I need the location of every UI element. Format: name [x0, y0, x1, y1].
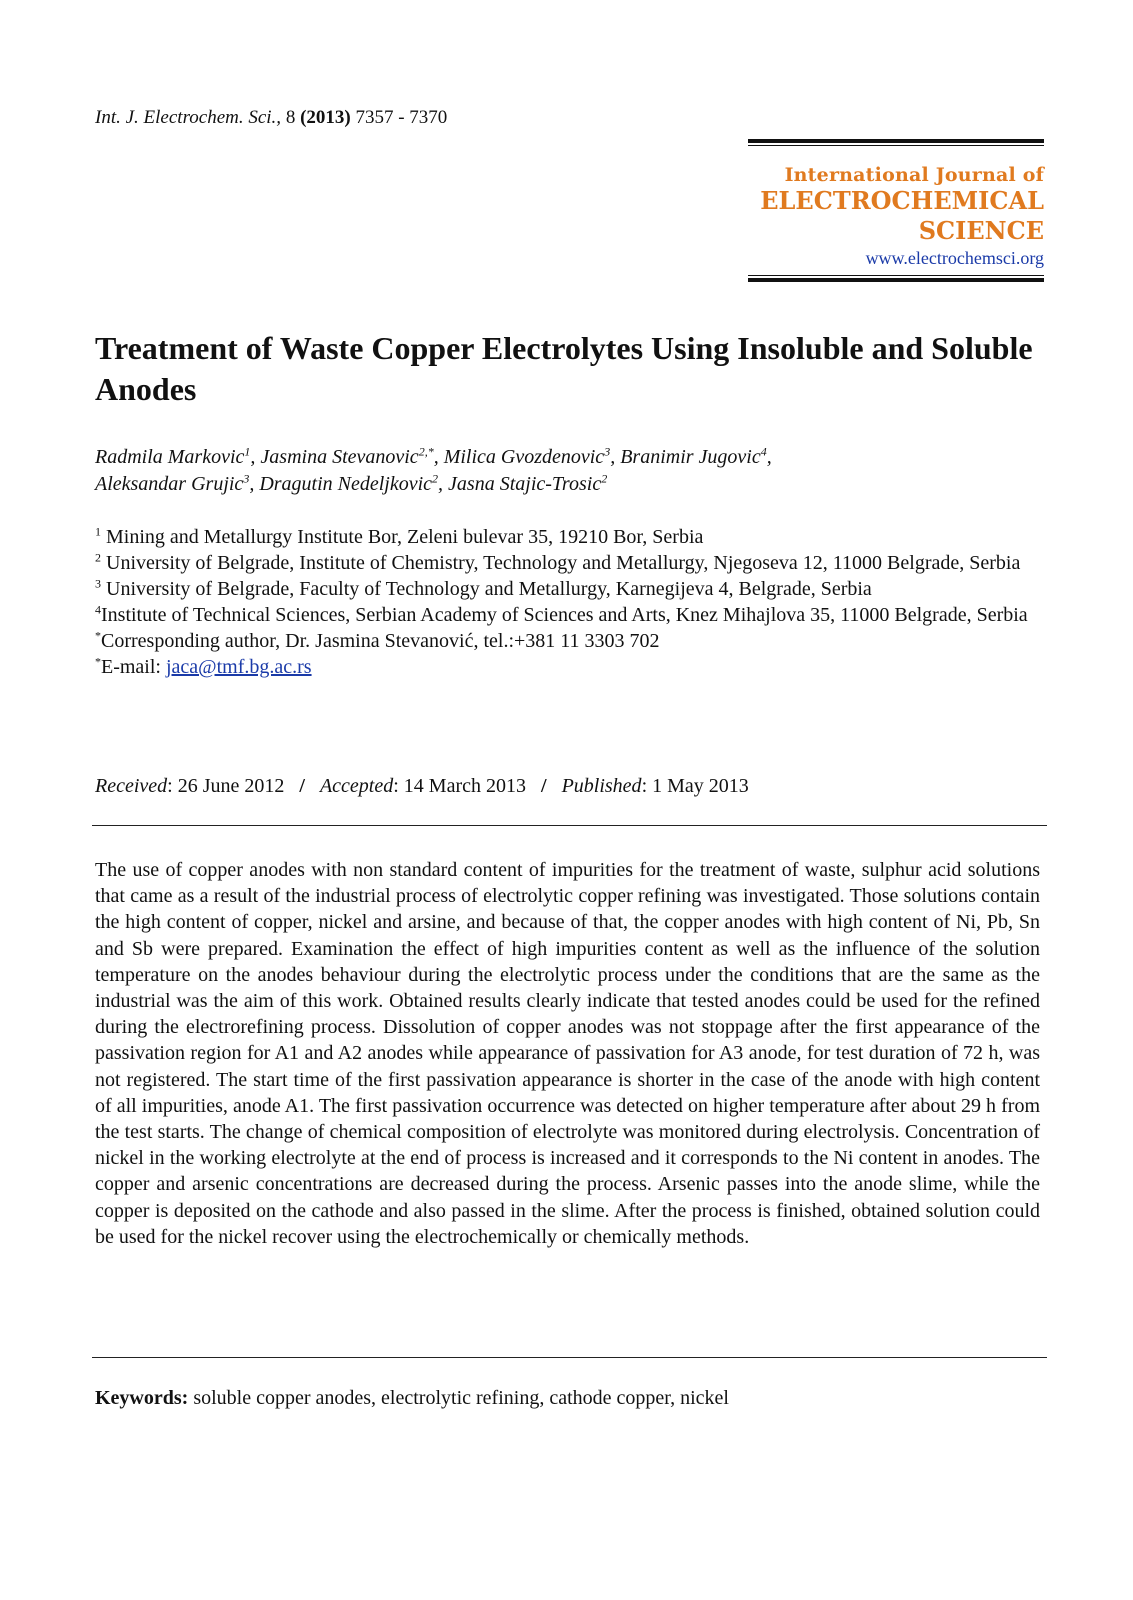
accepted-label: Accepted: [319, 775, 394, 797]
received-label: Received: [95, 775, 168, 797]
published-label: Published: [561, 775, 642, 797]
divider-top: [92, 825, 1047, 826]
date-separator: /: [299, 775, 305, 797]
volume: 8: [285, 107, 296, 128]
email-line: *E-mail: jaca@tmf.bg.ac.rs: [95, 654, 312, 678]
publication-dates: [95, 775, 749, 798]
affiliations: [95, 524, 1040, 680]
affiliation: $^2$ University of Belgrade, Institute of Chemistry, Technology and Metallurgy, Njegoseva 12, 11000 Belgrade, Serbia: [95, 550, 1021, 574]
logo-rule-top: [748, 139, 1044, 146]
affiliation: $^1$ Mining and Metallurgy Institute Bor, Zeleni bulevar 35, 19210 Bor, Serbia: [95, 524, 704, 548]
corresponding-author: *Corresponding author, Dr. Jasmina Stevanović, tel.:+381 11 3303 702: [95, 628, 660, 652]
paper-title: Treatment of Waste Copper Electrolytes Using Insoluble and Soluble Anodes: [95, 330, 1033, 407]
journal-url[interactable]: www.electrochemsci.org: [865, 248, 1044, 268]
journal-abbrev: Int. J. Electrochem. Sci.,: [95, 107, 282, 128]
year: (2013): [300, 107, 351, 128]
page-range: 7357 - 7370: [355, 107, 448, 128]
affiliation: $^3$ University of Belgrade, Faculty of Technology and Metallurgy, Karnegijeva 4, Belgrade, Serbia: [95, 576, 872, 600]
published-date: : 1 May 2013: [641, 775, 749, 797]
author: Jasna Stajic-Trosic$^2$: [448, 471, 608, 495]
keywords-text: soluble copper anodes, electrolytic refining, cathode copper, nickel: [188, 1387, 729, 1409]
email-link[interactable]: jaca@tmf.bg.ac.rs: [165, 656, 312, 678]
keywords-label: Keywords:: [95, 1387, 189, 1409]
author-list: [95, 444, 1055, 498]
journal-name-line2: ELECTROCHEMICAL: [760, 186, 1044, 215]
affiliation: $^4$Institute of Technical Sciences, Serbian Academy of Sciences and Arts, Knez Mihajlova 35, 11000 Belgrade, Serbia: [95, 602, 1028, 626]
keywords: [95, 1387, 729, 1410]
author: Milica Gvozdenovic$^3$,: [443, 444, 621, 468]
abstract: The use of copper anodes with non standard content of impurities for the treatment of waste, sulphur acid solutions that came as a result of the industrial process of electrolytic copper refining was investigated. Those solutions contain the high content of copper, nickel and arsine, and because of that, the copper anodes with high content of Ni, Pb, Sn and Sb were prepared. Examination the effect of high impurities content as well as the influence of the solution temperature on the anodes behaviour during the electrolytic process under the conditions that are the same as the industrial was the aim of this work. Obtained results clearly indicate that tested anodes could be used for the refined during the electrorefining process. Dissolution of copper anodes was not stoppage after the first appearance of the passivation region for A1 and A2 anodes while appearance of passivation for A3 anode, for test duration of 72 h, was not registered. The start time of the first passivation appearance is shorter in the case of the anode with high content of all impurities, anode A1. The first passivation occurrence was detected on higher temperature after about 29 h from the test starts. The change of chemical composition of electrolyte was monitored during electrolysis. Concentration of nickel in the working electrolyte at the end of process is increased and it corresponds to the Ni content in anodes. The copper and arsenic concentrations are decreased during the process. Arsenic passes into the anode slime, while the copper is deposited on the cathode and also passed in the slime. After the process is finished, obtained solution could be used for the nickel recover using the electrochemically or chemically methods.: [95, 859, 1040, 1248]
author: Radmila Markovic$^1$,: [95, 444, 261, 468]
journal-name-line3: SCIENCE: [918, 216, 1044, 245]
author: Aleksandar Grujic$^3$,: [95, 471, 260, 495]
logo-rule-bottom: [748, 275, 1044, 282]
citation-line: [95, 107, 447, 129]
journal-logo: [748, 139, 1044, 282]
divider-bottom: [92, 1357, 1047, 1358]
author: Dragutin Nedeljkovic$^2$,: [259, 471, 449, 495]
date-separator: /: [541, 775, 547, 797]
accepted-date: : 14 March 2013: [393, 775, 526, 797]
received-date: : 26 June 2012: [167, 775, 285, 797]
author: Jasmina Stevanovic$^{2,*}$,: [260, 444, 444, 468]
author: Branimir Jugovic$^4$,: [620, 444, 772, 468]
journal-name-line1: International Journal of: [784, 164, 1044, 186]
